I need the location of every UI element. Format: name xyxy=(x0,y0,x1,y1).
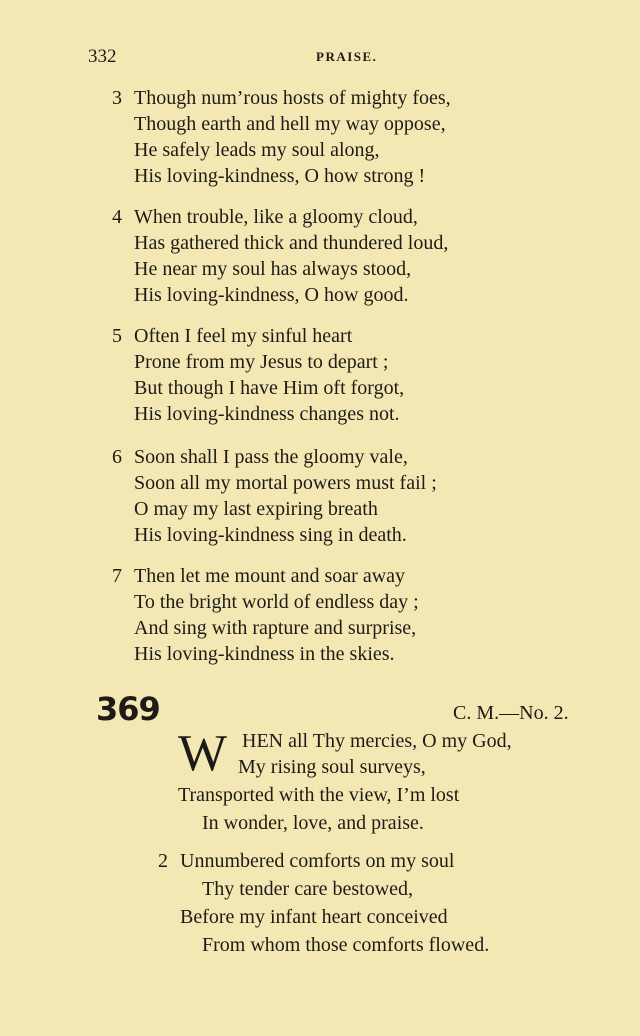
stanza-number: 3 xyxy=(112,87,122,109)
stanza-line: Prone from my Jesus to depart ; xyxy=(134,351,389,373)
hymn-stanza-2 xyxy=(158,847,489,959)
stanza-number: 5 xyxy=(112,325,122,347)
stanza-line: To the bright world of endless day ; xyxy=(134,591,419,613)
stanza-line: 5 Often I feel my sinful heart xyxy=(112,325,353,347)
stanza-line: My rising soul surveys, xyxy=(238,756,426,778)
stanza-line: He safely leads my soul along, xyxy=(134,139,380,161)
stanza-line: 4 When trouble, like a gloomy cloud, xyxy=(112,206,418,228)
stanza-line: His loving-kindness sing in death. xyxy=(134,524,407,546)
stanza-3 xyxy=(112,85,451,189)
stanza-4 xyxy=(112,204,448,308)
stanza-line: Thy tender care bestowed, xyxy=(202,878,414,900)
stanza-line: O may my last expiring breath xyxy=(134,498,378,520)
stanza-line: But though I have Him oft forgot, xyxy=(134,377,405,399)
stanza-number: 7 xyxy=(112,565,122,587)
running-head: PRAISE. xyxy=(316,49,378,64)
stanza-number: 4 xyxy=(112,206,122,228)
stanza-line: In wonder, love, and praise. xyxy=(202,812,424,834)
stanza-line: His loving-kindness changes not. xyxy=(134,403,400,425)
stanza-line: 6 Soon shall I pass the gloomy vale, xyxy=(112,446,408,468)
stanza-number: 2 xyxy=(158,850,168,872)
stanza-line: His loving-kindness, O how strong ! xyxy=(134,165,426,187)
stanza-line: His loving-kindness, O how good. xyxy=(134,284,409,306)
stanza-line: He near my soul has always stood, xyxy=(134,258,412,280)
stanza-line: Transported with the view, I’m lost xyxy=(178,784,460,806)
hymn-meter: C. M.—No. 2. xyxy=(453,702,569,724)
stanza-5 xyxy=(112,323,404,427)
stanza-number: 6 xyxy=(112,446,122,468)
page-number: 332 xyxy=(88,46,117,67)
stanza-line: 2 Unnumbered comforts on my soul xyxy=(158,847,489,875)
stanza-line: HEN all Thy mercies, O my God, xyxy=(242,730,512,752)
stanza-line: Has gathered thick and thundered loud, xyxy=(134,232,449,254)
drop-cap: W xyxy=(178,725,226,782)
stanza-line: His loving-kindness in the skies. xyxy=(134,643,395,665)
stanza-line: 7 Then let me mount and soar away xyxy=(112,565,406,587)
hymn-stanza-1 xyxy=(178,753,459,837)
stanza-6 xyxy=(112,444,437,548)
stanza-line: And sing with rapture and surprise, xyxy=(134,617,417,639)
page-header xyxy=(88,46,600,70)
stanza-line: Before my infant heart conceived xyxy=(180,906,448,928)
stanza-line: From whom those comforts flowed. xyxy=(202,934,490,956)
stanza-line: Though earth and hell my way oppose, xyxy=(134,113,446,135)
stanza-7 xyxy=(112,563,419,667)
stanza-line: Soon all my mortal powers must fail ; xyxy=(134,472,437,494)
stanza-line: 3 Though num’rous hosts of mighty foes, xyxy=(112,87,451,109)
hymn-number: 369 xyxy=(96,690,160,728)
